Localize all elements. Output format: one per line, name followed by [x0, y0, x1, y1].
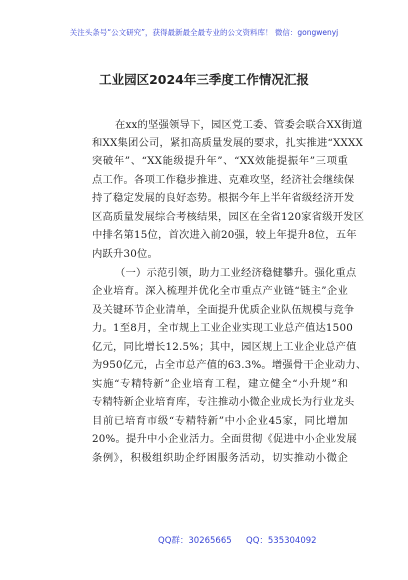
body-line: 实施“专精特新”企业培育工程，建立健全“小升规”和: [92, 378, 348, 390]
body-line: 持了稳定发展的良好态势。根据今年上半年省级经济开发: [92, 192, 355, 204]
body-line: 条例》，积极组织助企纾困服务活动，切实推动小微企: [92, 452, 348, 464]
body-line: 20%。提升中小企业活力。全面贯彻《促进中小企业发展: [92, 433, 357, 445]
qq-number: QQ：535304092: [246, 536, 317, 546]
body-line: 突破年”、“XX能级提升年”、“XX效能提振年”三项重: [92, 155, 348, 167]
qq-group-number: QQ群：30265665: [158, 536, 232, 546]
document-title: 工业园区2024年三季度工作情况汇报: [99, 72, 309, 87]
body-line: 专精特新企业培育库，专注推动小微企业成长为行业龙头: [92, 396, 355, 408]
body-line: 及关键环节企业清单，全面提升优质企业队伍规模与竞争: [92, 304, 355, 316]
body-line: 亿元，同比增长12.5%；其中，园区规上工业企业总产值: [92, 341, 357, 353]
body-line: 为950亿元，占全市总产值的63.3%。增强骨干企业动力、: [92, 359, 367, 371]
body-line: 点工作。各项工作稳步推进、克难攻坚，经济社会继续保: [92, 174, 355, 186]
body-line: 和XX集团公司，紧扣高质量发展的要求，扎实推进“XXXX: [92, 137, 364, 149]
body-line: 在xx的坚强领导下，园区党工委、管委会联合XX街道: [115, 119, 363, 131]
header-banner: 关注头条号“公文研究”，获得最新最全最专业的公文资料库！ 微信：gongwenyj: [69, 28, 339, 37]
body-line: 区高质量发展综合考核结果，园区在全省120家省级开发区: [92, 211, 365, 223]
body-line: 内跃升30位。: [92, 248, 158, 260]
body-line: 力。1至8月，全市规上工业企业实现工业总产值达1500: [92, 322, 353, 334]
body-line: 中排名第15位，首次进入前20强，较上年提升8位，五年: [92, 229, 357, 241]
section-heading-line: （一）示范引领，助力工业经济稳健攀升。强化重点: [115, 267, 357, 279]
body-line: 企业培育。深入梳理并优化全市重点产业链“链主”企业: [92, 285, 348, 297]
body-line: 目前已培育市级“专精特新”中小企业45家，同比增加: [92, 415, 348, 427]
